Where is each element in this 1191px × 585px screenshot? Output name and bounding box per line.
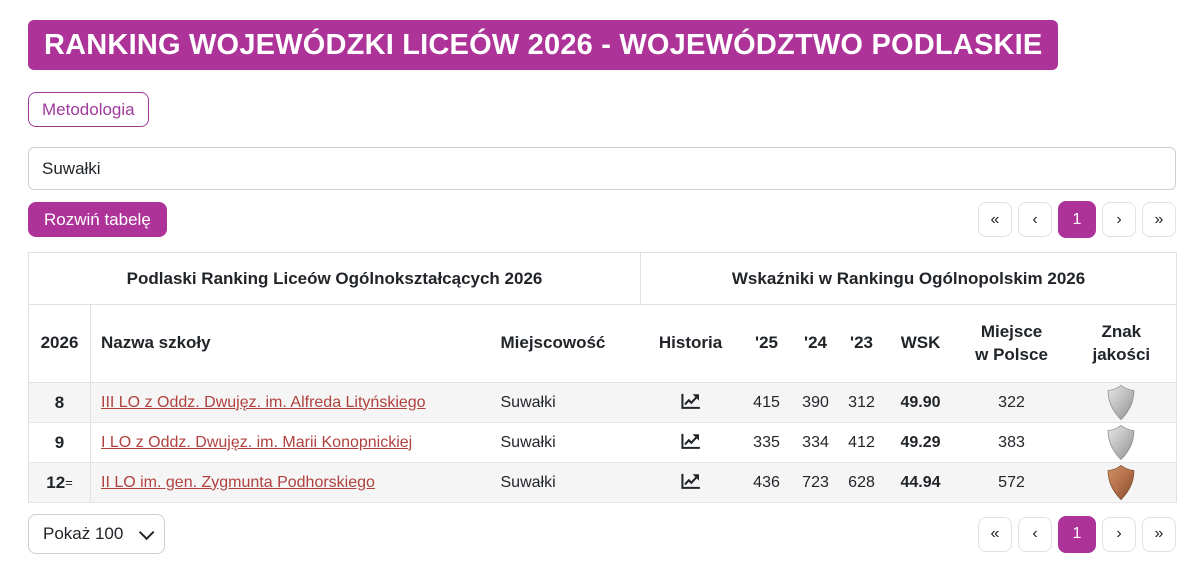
methodology-button[interactable]: Metodologia: [28, 92, 149, 127]
pagination-bottom: [978, 516, 1176, 553]
column-header-badge-label: Znak jakości: [1092, 322, 1151, 364]
table-row: [29, 383, 1177, 423]
group-header-regional: Podlaski Ranking Liceów Ogólnokształcących 2026: [29, 253, 641, 305]
table-row: [29, 423, 1177, 463]
city-cell: Suwałki: [491, 463, 641, 503]
city-cell: Suwałki: [491, 383, 641, 423]
history-cell: [641, 423, 741, 463]
y25-cell: 436: [741, 463, 793, 503]
pagination-top: [978, 201, 1176, 238]
page-title: RANKING WOJEWÓDZKI LICEÓW 2026 - WOJEWÓDZTWO PODLASKIE: [28, 20, 1058, 70]
badge-cell: [1067, 463, 1177, 503]
wsk-cell: 49.29: [885, 423, 957, 463]
column-header-history: Historia: [641, 305, 741, 383]
column-header-city: Miejscowość: [491, 305, 641, 383]
search-input[interactable]: [28, 147, 1176, 190]
column-header-place-label: Miejsce w Polsce: [975, 322, 1048, 364]
place-cell: 383: [957, 423, 1067, 463]
badge-cell: [1067, 423, 1177, 463]
wsk-cell: 49.90: [885, 383, 957, 423]
prev-page-button[interactable]: ‹: [1018, 517, 1052, 552]
school-name-cell: [91, 383, 491, 423]
y23-cell: 312: [839, 383, 885, 423]
group-header-national: Wskaźniki w Rankingu Ogólnopolskim 2026: [641, 253, 1177, 305]
history-cell: [641, 383, 741, 423]
table-group-header-row: [29, 253, 1177, 305]
history-button[interactable]: [678, 431, 703, 455]
page-size-select[interactable]: [28, 514, 165, 554]
ranking-table: [28, 252, 1177, 503]
page-size-label: Pokaż 100: [43, 524, 124, 543]
city-cell: Suwałki: [491, 423, 641, 463]
y24-cell: 390: [793, 383, 839, 423]
place-cell: 572: [957, 463, 1067, 503]
first-page-button[interactable]: «: [978, 202, 1012, 237]
rank-cell: 8: [29, 383, 91, 423]
next-page-button[interactable]: ›: [1102, 517, 1136, 552]
table-column-header-row: [29, 305, 1177, 383]
line-chart-icon: [680, 393, 701, 410]
school-link[interactable]: I LO z Oddz. Dwujęz. im. Marii Konopnickiej: [101, 433, 413, 451]
column-header-place: [957, 305, 1067, 383]
table-row: [29, 463, 1177, 503]
chevron-down-icon: [139, 524, 155, 540]
footer-row: [28, 514, 1176, 554]
line-chart-icon: [680, 473, 701, 490]
prev-page-button[interactable]: ‹: [1018, 202, 1052, 237]
column-header-y23: '23: [839, 305, 885, 383]
history-button[interactable]: [678, 391, 703, 415]
controls-row: [28, 201, 1176, 238]
column-header-wsk: WSK: [885, 305, 957, 383]
rank-cell: 12=: [29, 463, 91, 503]
history-cell: [641, 463, 741, 503]
wsk-cell: 44.94: [885, 463, 957, 503]
column-header-y24: '24: [793, 305, 839, 383]
column-header-rank: 2026: [29, 305, 91, 383]
y25-cell: 415: [741, 383, 793, 423]
column-header-name: Nazwa szkoły: [91, 305, 491, 383]
current-page-button[interactable]: 1: [1058, 201, 1096, 238]
badge-cell: [1067, 383, 1177, 423]
history-button[interactable]: [678, 471, 703, 495]
school-link[interactable]: III LO z Oddz. Dwujęz. im. Alfreda Lityńskiego: [101, 393, 426, 411]
y25-cell: 335: [741, 423, 793, 463]
last-page-button[interactable]: »: [1142, 202, 1176, 237]
column-header-y25: '25: [741, 305, 793, 383]
last-page-button[interactable]: »: [1142, 517, 1176, 552]
quality-badge-shield-icon: [1106, 464, 1136, 501]
current-page-button[interactable]: 1: [1058, 516, 1096, 553]
y24-cell: 334: [793, 423, 839, 463]
y23-cell: 628: [839, 463, 885, 503]
school-link[interactable]: II LO im. gen. Zygmunta Podhorskiego: [101, 473, 375, 491]
search-row: [28, 147, 1176, 190]
y23-cell: 412: [839, 423, 885, 463]
rank-cell: 9: [29, 423, 91, 463]
y24-cell: 723: [793, 463, 839, 503]
methodology-row: [28, 92, 1176, 127]
quality-badge-shield-icon: [1106, 424, 1136, 461]
quality-badge-shield-icon: [1106, 384, 1136, 421]
place-cell: 322: [957, 383, 1067, 423]
school-name-cell: [91, 463, 491, 503]
school-name-cell: [91, 423, 491, 463]
next-page-button[interactable]: ›: [1102, 202, 1136, 237]
column-header-badge: [1067, 305, 1177, 383]
line-chart-icon: [680, 433, 701, 450]
first-page-button[interactable]: «: [978, 517, 1012, 552]
expand-table-button[interactable]: Rozwiń tabelę: [28, 202, 167, 237]
